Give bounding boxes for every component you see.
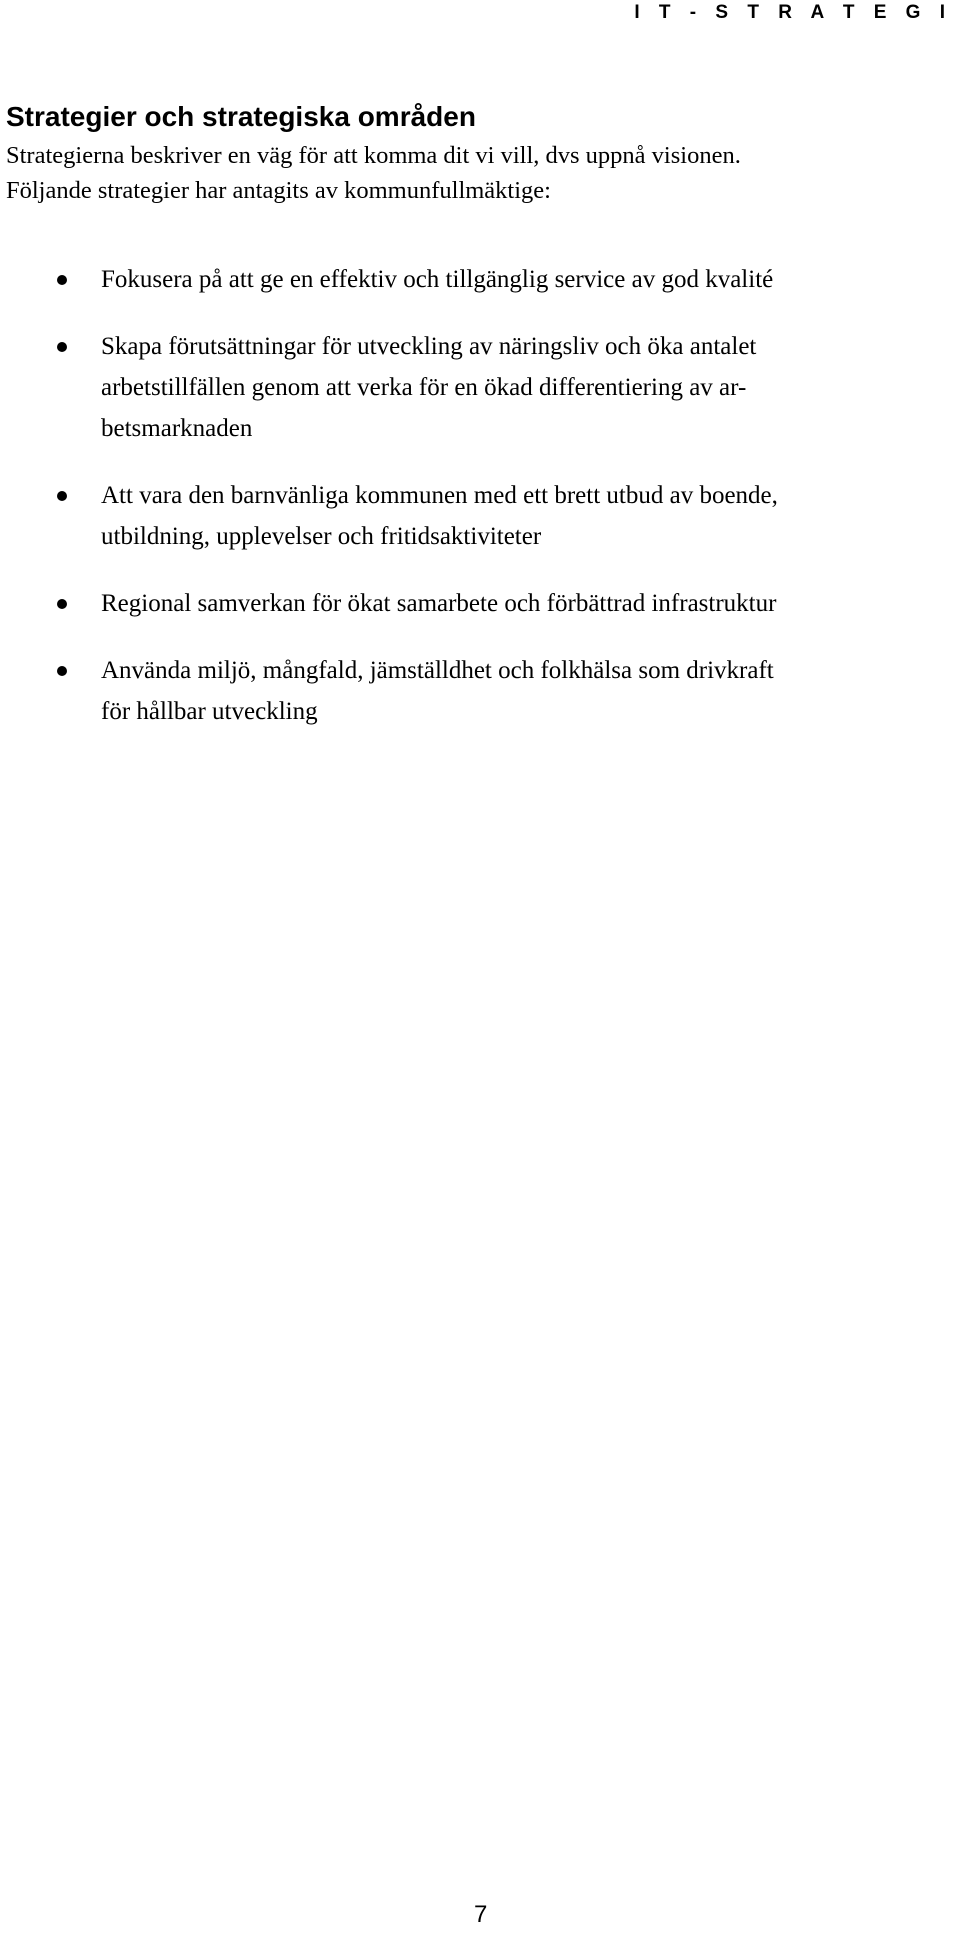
running-header: I T - S T R A T E G I	[634, 2, 952, 23]
strategy-line: Fokusera på att ge en effektiv och tillgänglig service av god kvalité	[101, 266, 774, 293]
strategy-item	[6, 583, 950, 624]
strategy-list	[6, 259, 950, 732]
strategy-line: Regional samverkan för ökat samarbete och förbättrad infrastruktur	[101, 590, 777, 617]
strategy-line: utbildning, upplevelser och fritidsaktiviteter	[101, 523, 542, 550]
strategy-line: Att vara den barnvänliga kommunen med ett brett utbud av boende,	[101, 482, 778, 509]
strategy-line: Använda miljö, mångfald, jämställdhet och folkhälsa som drivkraft	[101, 657, 774, 684]
bullet-icon	[57, 491, 67, 501]
intro-line: Följande strategier har antagits av kommunfullmäktige:	[6, 177, 551, 204]
strategy-item	[6, 326, 950, 449]
intro-paragraph	[6, 138, 950, 208]
bullet-icon	[57, 342, 67, 352]
strategy-item	[6, 650, 950, 732]
document-content	[6, 100, 950, 758]
section-title: Strategier och strategiska områden	[6, 101, 476, 132]
strategy-line: för hållbar utveckling	[101, 698, 318, 725]
page-number: 7	[474, 1901, 488, 1928]
strategy-item	[6, 259, 950, 300]
bullet-icon	[57, 275, 67, 285]
strategy-line: Skapa förutsättningar för utveckling av näringsliv och öka antalet	[101, 333, 757, 360]
strategy-line: arbetstillfällen genom att verka för en ökad differentiering av ar-	[101, 374, 747, 401]
bullet-icon	[57, 666, 67, 676]
strategy-line: betsmarknaden	[101, 415, 253, 442]
intro-line: Strategierna beskriver en väg för att komma dit vi vill, dvs uppnå visionen.	[6, 142, 741, 169]
bullet-icon	[57, 599, 67, 609]
strategy-item	[6, 475, 950, 557]
